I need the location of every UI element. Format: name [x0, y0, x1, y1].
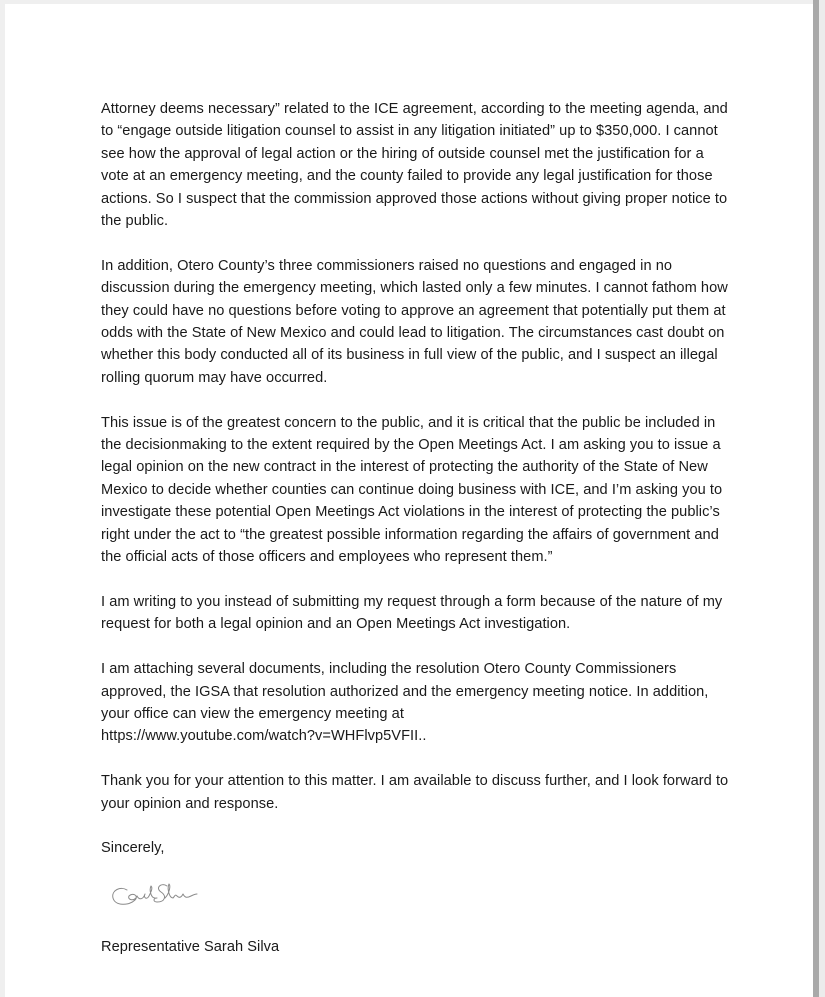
attachments-text: I am attaching several documents, including the resolution Otero County Commissioners approved, the IGSA that resolution authorized and the emergency meeting notice. In addition, your office can view the emergency meeting at	[101, 661, 709, 722]
letter-body	[101, 98, 731, 981]
page-edge-strip	[819, 0, 825, 997]
meeting-video-link[interactable]: https://www.youtube.com/watch?v=WHFlvp5VFII..	[101, 728, 427, 745]
signature-icon	[107, 876, 203, 916]
paragraph-no-discussion: In addition, Otero County’s three commissioners raised no questions and engaged in no discussion during the emergency meeting, which lasted only a few minutes. I cannot fathom how they could have no questions before voting to approve an agreement that potentially put them at odds with the State of New Mexico and could lead to litigation. The circumstances cast doubt on whether this body conducted all of its business in full view of the public, and I suspect an illegal rolling quorum may have occurred.	[101, 257, 728, 386]
paragraph-request: This issue is of the greatest concern to the public, and it is critical that the public be included in the decisionmaking to the extent required by the Open Meetings Act. I am asking you to issue a legal opinion on the new contract in the interest of protecting the authority of the State of New Mexico to decide whether counties can continue doing business with ICE, and I’m asking you to investigate these potential Open Meetings Act violations in the interest of protecting the public’s right under the act to “the greatest possible information regarding the affairs of government and the official acts of those officers and employees who represent them.”	[101, 414, 723, 566]
paragraph-attachments	[101, 658, 731, 748]
closing-salutation: Sincerely,	[101, 840, 165, 857]
paragraph-legal-action: Attorney deems necessary” related to the ICE agreement, according to the meeting agenda, and to “engage outside litigation counsel to assist in any litigation initiated” up to $350,000. I cannot see how the approval of legal action or the hiring of outside counsel met the justification for a vote at an emergency meeting, and the county failed to provide any legal justification for those actions. So I suspect that the commission approved those actions without giving proper notice to the public.	[101, 101, 728, 230]
paragraph-thank-you: Thank you for your attention to this matter. I am available to discuss further, and I look forward to your opinion and response.	[101, 773, 729, 812]
signer-name: Representative Sarah Silva	[101, 939, 280, 956]
paragraph-why-writing: I am writing to you instead of submitting my request through a form because of the nature of my request for both a legal opinion and an Open Meetings Act investigation.	[101, 593, 723, 633]
signature-image	[107, 876, 731, 920]
